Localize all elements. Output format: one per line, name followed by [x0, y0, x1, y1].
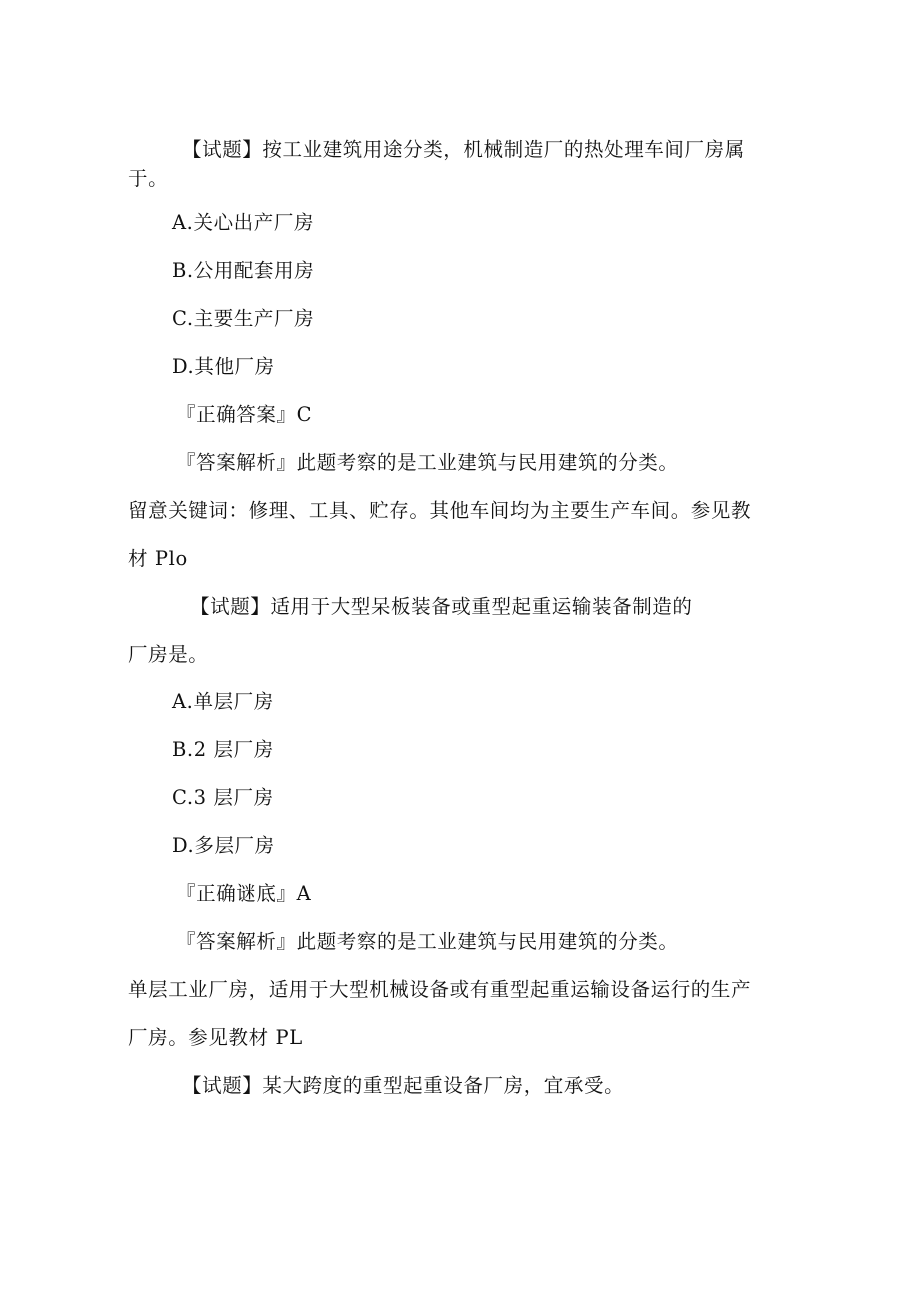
q2-option-a: A.单层厂房: [172, 690, 274, 713]
q2-option-c: C.3 层厂房: [172, 786, 274, 809]
q2-stem-line2: 厂房是。: [128, 643, 209, 666]
q1-option-c: C.主要生产厂房: [172, 307, 315, 330]
q1-answer: 『正确答案』C: [176, 403, 313, 426]
q3-stem-line1: 【试题】某大跨度的重型起重设备厂房，宜承受。: [182, 1074, 625, 1097]
q1-stem-line2: 于。: [128, 167, 169, 190]
q2-option-b: B.2 层厂房: [172, 738, 274, 761]
q1-option-b: B.公用配套用房: [172, 259, 315, 282]
q1-option-a: A.关心出产厂房: [172, 211, 315, 234]
q1-stem-line1: 【试题】按工业建筑用途分类，机械制造厂的热处理车间厂房属: [182, 138, 745, 161]
q2-option-d: D.多层厂房: [172, 834, 275, 857]
q2-stem-line1: 【试题】适用于大型呆板装备或重型起重运输装备制造的: [190, 595, 693, 618]
q2-answer: 『正确谜底』A: [176, 882, 312, 905]
q1-analysis-line1: 『答案解析』此题考察的是工业建筑与民用建筑的分类。: [176, 451, 679, 474]
q1-analysis-line3: 材 Plo: [128, 547, 188, 570]
q2-analysis-line2: 单层工业厂房，适用于大型机械设备或有重型起重运输设备运行的生产: [128, 978, 752, 1001]
q2-analysis-line3: 厂房。参见教材 PL: [128, 1026, 303, 1049]
q1-option-d: D.其他厂房: [172, 355, 275, 378]
q2-analysis-line1: 『答案解析』此题考察的是工业建筑与民用建筑的分类。: [176, 930, 679, 953]
q1-analysis-line2: 留意关键词：修理、工具、贮存。其他车间均为主要生产车间。参见教: [128, 499, 752, 522]
